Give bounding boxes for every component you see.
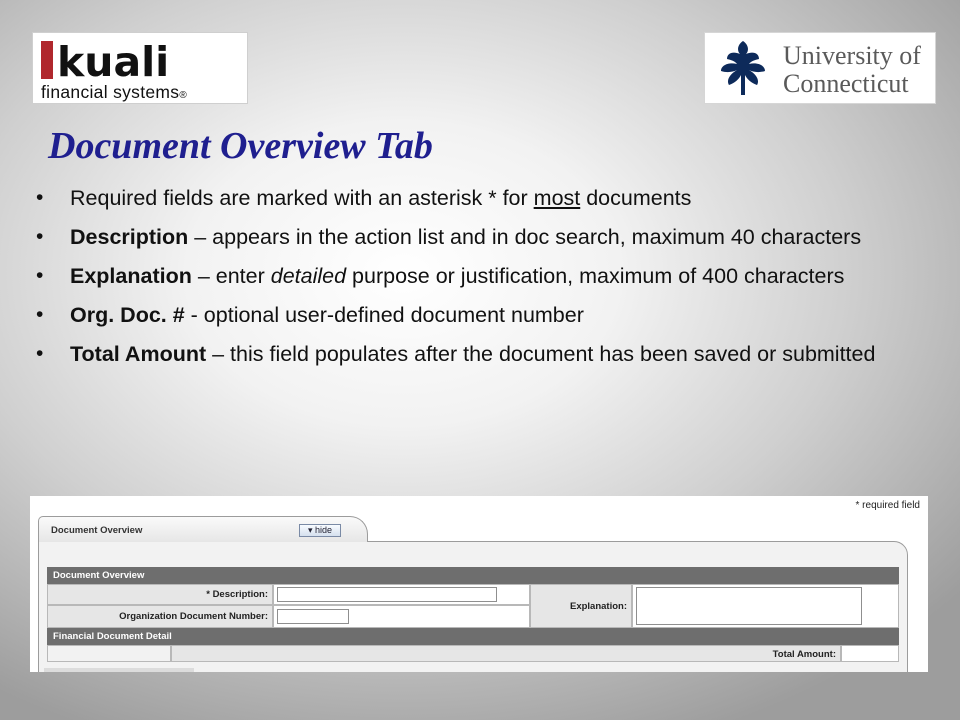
tab-label: Document Overview xyxy=(51,525,143,536)
oak-leaf-icon xyxy=(711,37,775,101)
bullet-required-fields: • Required fields are marked with an asterisk * for most documents xyxy=(36,184,936,212)
bullet-total-amount: • Total Amount – this field populates after the document has been saved or submitted xyxy=(36,340,936,368)
uconn-name-line2: Connecticut xyxy=(783,69,909,98)
kuali-logo xyxy=(32,32,248,104)
detail-empty-cell xyxy=(47,645,171,662)
org-doc-value-cell xyxy=(273,605,530,628)
bullet-org-doc: • Org. Doc. # - optional user-defined document number xyxy=(36,301,936,329)
bullet-explanation: • Explanation – enter detailed purpose or justification, maximum of 400 characters xyxy=(36,262,936,290)
explanation-label-cell xyxy=(530,584,632,628)
total-amount-value xyxy=(841,645,899,662)
uconn-logo xyxy=(704,32,936,104)
description-label: * Description: xyxy=(206,589,268,600)
section-header-financial-detail: Financial Document Detail xyxy=(47,628,899,645)
description-label-cell xyxy=(47,584,273,605)
svg-text:kuali: kuali xyxy=(57,39,170,81)
explanation-textarea[interactable] xyxy=(636,587,862,625)
explanation-value-cell xyxy=(632,584,899,628)
total-amount-label-cell xyxy=(171,645,841,662)
org-doc-label: Organization Document Number: xyxy=(119,611,268,622)
bullet-description: • Description – appears in the action list and in doc search, maximum 40 characters xyxy=(36,223,936,251)
hide-button[interactable]: ▾ hide xyxy=(299,524,341,537)
kuali-wordmark-logo xyxy=(39,39,239,81)
uconn-name-line1: University of xyxy=(783,41,921,70)
form-screenshot xyxy=(30,496,928,672)
required-field-note: * required field xyxy=(855,500,920,511)
total-amount-label: Total Amount: xyxy=(772,649,836,660)
panel-bottom-edge xyxy=(44,668,194,672)
explanation-label: Explanation: xyxy=(569,601,627,612)
tab-document-overview[interactable] xyxy=(38,516,368,542)
org-doc-input[interactable] xyxy=(277,609,349,624)
description-value-cell xyxy=(273,584,530,605)
slide-title: Document Overview Tab xyxy=(48,125,433,167)
description-input[interactable] xyxy=(277,587,497,602)
kuali-subtitle: financial systems® xyxy=(41,82,188,102)
org-doc-label-cell xyxy=(47,605,273,628)
bullet-list xyxy=(36,184,936,379)
section-header-document-overview: Document Overview xyxy=(47,567,899,584)
